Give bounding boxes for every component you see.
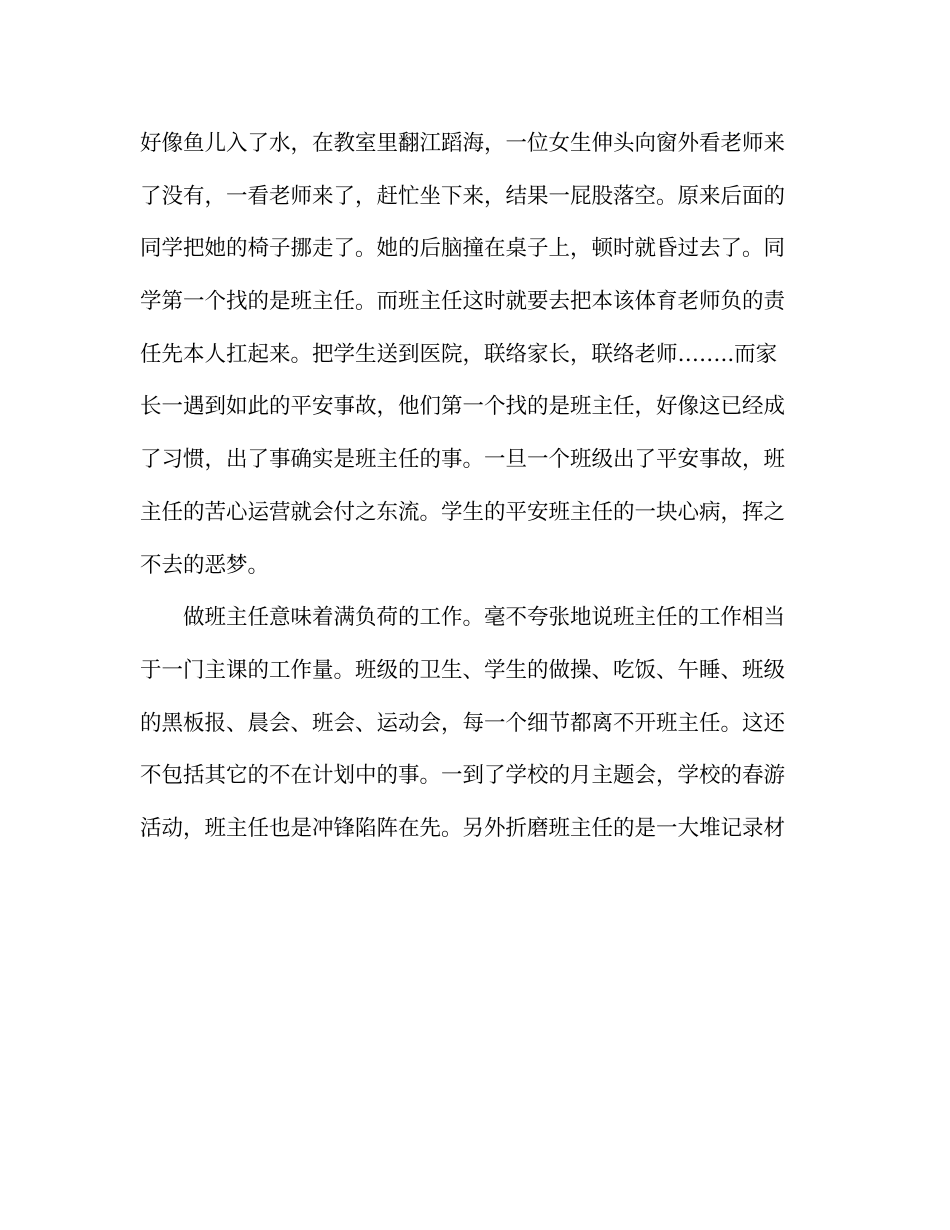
text-line: 了没有，一看老师来了，赶忙坐下来，结果一屁股落空。原来后面的	[140, 183, 786, 209]
text-line: 活动，班主任也是冲锋陷阵在先。另外折磨班主任的是一大堆记录材	[140, 815, 786, 841]
text-line: 不包括其它的不在计划中的事。一到了学校的月主题会，学校的春游	[140, 763, 786, 789]
text-line: 好像鱼儿入了水，在教室里翻江蹈海，一位女生伸头向窗外看老师来	[140, 131, 786, 156]
text-line: 于一门主课的工作量。班级的卫生、学生的做操、吃饭、午睡、班级	[140, 657, 786, 683]
text-line: 的黑板报、晨会、班会、运动会，每一个细节都离不开班主任。这还	[140, 710, 786, 736]
text-line: 主任的苦心运营就会付之东流。学生的平安班主任的一块心病，挥之	[140, 499, 786, 525]
text-line: 学第一个找的是班主任。而班主任这时就要去把本该体育老师负的责	[140, 289, 786, 315]
paragraph	[140, 592, 800, 855]
body-text	[140, 118, 800, 856]
text-line: 不去的恶梦。	[140, 552, 270, 578]
text-line: 做班主任意味着满负荷的工作。毫不夸张地说班主任的工作相当	[183, 605, 786, 631]
text-line: 长一遇到如此的平安事故，他们第一个找的是班主任，好像这已经成	[140, 394, 786, 420]
paragraph	[140, 118, 800, 592]
text-line: 任先本人扛起来。把学生送到医院，联络家长，联络老师……..而家	[140, 341, 778, 367]
text-line: 同学把她的椅子挪走了。她的后脑撞在桌子上，顿时就昏过去了。同	[140, 236, 786, 262]
text-line: 了习惯，出了事确实是班主任的事。一旦一个班级出了平安事故，班	[140, 447, 786, 473]
